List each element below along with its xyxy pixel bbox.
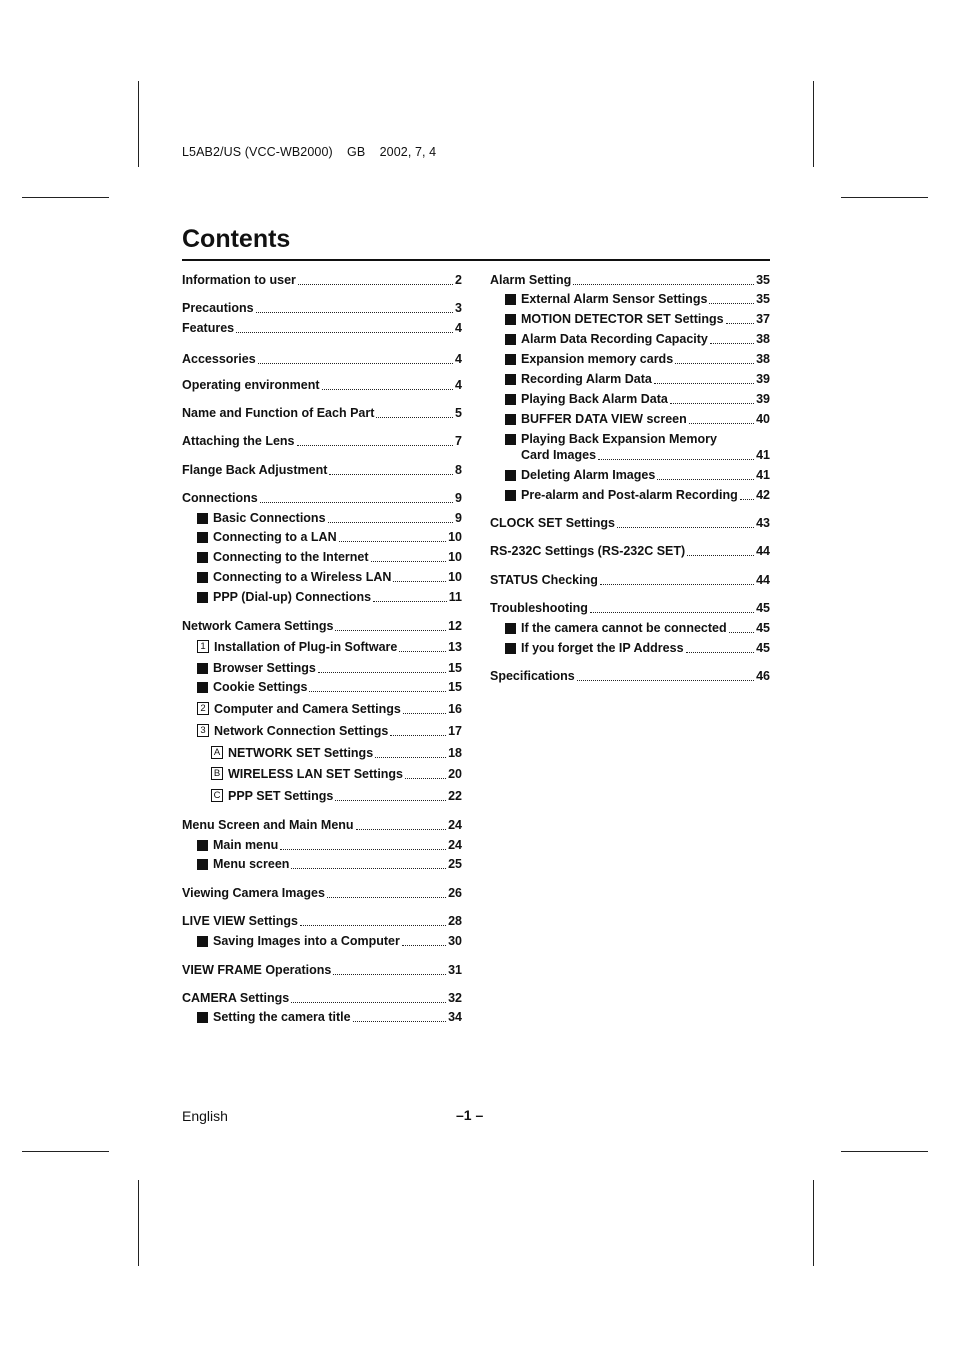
toc-entry-page: 5 <box>455 406 462 420</box>
dot-leader <box>258 363 453 364</box>
toc-entry-label: Connecting to a Wireless LAN <box>213 570 392 584</box>
dot-leader <box>371 561 447 562</box>
dot-leader <box>356 829 447 830</box>
toc-entry <box>197 510 462 526</box>
dot-leader <box>322 389 454 390</box>
dot-leader <box>335 800 446 801</box>
square-bullet-icon <box>197 840 208 851</box>
square-bullet-icon <box>505 643 516 654</box>
toc-entry <box>505 391 770 407</box>
toc-entry <box>197 856 462 872</box>
toc-entry-page: 24 <box>448 838 462 852</box>
toc-entry-page: 12 <box>448 619 462 633</box>
toc-entry <box>182 618 462 634</box>
dot-leader <box>236 332 453 333</box>
square-bullet-icon <box>505 414 516 425</box>
toc-entry-page: 24 <box>448 818 462 832</box>
toc-entry-page: 7 <box>455 434 462 448</box>
dot-leader <box>339 541 446 542</box>
dot-leader <box>726 323 755 324</box>
square-bullet-icon <box>505 314 516 325</box>
dot-leader <box>405 778 446 779</box>
toc-entry-label: Cookie Settings <box>213 680 308 694</box>
toc-entry <box>505 311 770 327</box>
square-bullet-icon <box>197 682 208 693</box>
square-bullet-icon <box>505 294 516 305</box>
toc-entry-label: Menu Screen and Main Menu <box>182 818 354 832</box>
toc-entry <box>182 320 462 336</box>
toc-entry-label: Network Camera Settings <box>182 619 334 633</box>
toc-entry <box>505 291 770 307</box>
dot-leader <box>376 417 453 418</box>
toc-entry <box>505 351 770 367</box>
document-header: L5AB2/US (VCC-WB2000) GB 2002, 7, 4 <box>182 145 437 159</box>
footer-page-number: –1 – <box>456 1107 484 1123</box>
dot-leader <box>654 383 754 384</box>
toc-entry-page: 45 <box>756 641 770 655</box>
square-bullet-icon <box>505 374 516 385</box>
dot-leader <box>675 363 754 364</box>
toc-entry <box>490 543 770 559</box>
toc-entry <box>490 600 770 616</box>
toc-entry-label: Installation of Plug-in Software <box>214 640 398 654</box>
toc-entry-label: CAMERA Settings <box>182 991 290 1005</box>
toc-entry-label: Expansion memory cards <box>521 352 674 366</box>
toc-entry <box>197 660 462 676</box>
boxed-step-marker: 1 <box>197 640 209 653</box>
toc-entry <box>182 405 462 421</box>
toc-entry-label: Pre-alarm and Post-alarm Recording <box>521 488 738 502</box>
toc-entry-label: WIRELESS LAN SET Settings <box>228 767 404 781</box>
toc-entry <box>182 377 462 393</box>
toc-entry-label: Recording Alarm Data <box>521 372 652 386</box>
toc-entry-label: LIVE VIEW Settings <box>182 914 298 928</box>
toc-entry-page: 44 <box>756 573 770 587</box>
toc-entry <box>211 788 462 804</box>
dot-leader <box>686 652 755 653</box>
toc-entry <box>505 411 770 427</box>
toc-entry <box>505 620 770 636</box>
toc-entry-label: Information to user <box>182 273 296 287</box>
dot-leader <box>399 651 446 652</box>
toc-entry-label: PPP (Dial-up) Connections <box>213 590 372 604</box>
dot-leader <box>298 284 453 285</box>
dot-leader <box>590 612 754 613</box>
toc-entry <box>197 679 462 695</box>
toc-entry-label: CLOCK SET Settings <box>490 516 616 530</box>
dot-leader <box>318 672 446 673</box>
toc-entry <box>197 639 462 655</box>
boxed-step-marker: C <box>211 789 223 802</box>
dot-leader <box>297 445 454 446</box>
toc-entry-label: Card Images <box>521 448 597 462</box>
dot-leader <box>329 474 453 475</box>
toc-entry-label: Playing Back Alarm Data <box>521 392 668 406</box>
toc-entry-page: 35 <box>756 292 770 306</box>
square-bullet-icon <box>197 663 208 674</box>
crop-mark <box>813 81 814 167</box>
toc-entry-label: If you forget the IP Address <box>521 641 684 655</box>
crop-mark <box>841 197 928 198</box>
toc-entry-label: Viewing Camera Images <box>182 886 325 900</box>
toc-entry <box>521 447 770 463</box>
dot-leader <box>309 691 446 692</box>
toc-entry-page: 10 <box>448 530 462 544</box>
toc-entry-page: 18 <box>448 746 462 760</box>
dot-leader <box>390 735 446 736</box>
dot-leader <box>291 1002 446 1003</box>
toc-entry-label: Accessories <box>182 352 256 366</box>
toc-entry <box>505 331 770 347</box>
toc-entry <box>197 933 462 949</box>
toc-entry-label: Operating environment <box>182 378 320 392</box>
toc-entry-label: If the camera cannot be connected <box>521 621 727 635</box>
square-bullet-icon <box>197 532 208 543</box>
boxed-step-marker: 3 <box>197 724 209 737</box>
toc-entry <box>197 701 462 717</box>
dot-leader <box>291 868 446 869</box>
toc-entry-page: 11 <box>448 590 462 604</box>
toc-entry-label: Connections <box>182 491 258 505</box>
toc-entry <box>182 433 462 449</box>
crop-mark <box>841 1151 928 1152</box>
toc-entry <box>182 351 462 367</box>
toc-entry-page: 35 <box>756 273 770 287</box>
dot-leader <box>328 522 454 523</box>
boxed-step-marker: 2 <box>197 702 209 715</box>
toc-entry-label: Precautions <box>182 301 254 315</box>
toc-entry-page: 15 <box>448 680 462 694</box>
toc-entry <box>182 300 462 316</box>
dot-leader <box>280 849 446 850</box>
toc-entry <box>211 766 462 782</box>
toc-entry-label: Menu screen <box>213 857 290 871</box>
toc-entry-label: Main menu <box>213 838 279 852</box>
toc-entry <box>197 837 462 853</box>
toc-entry <box>182 462 462 478</box>
dot-leader <box>333 974 446 975</box>
toc-entry-label: Features <box>182 321 235 335</box>
dot-leader <box>375 757 446 758</box>
toc-entry-page: 41 <box>756 468 770 482</box>
toc-entry <box>182 990 462 1006</box>
toc-entry-page: 8 <box>455 463 462 477</box>
boxed-step-marker: B <box>211 767 223 780</box>
toc-entry-page: 25 <box>448 857 462 871</box>
toc-entry-label: Name and Function of Each Part <box>182 406 375 420</box>
square-bullet-icon <box>197 936 208 947</box>
toc-entry-page: 39 <box>756 372 770 386</box>
toc-entry-page: 39 <box>756 392 770 406</box>
dot-leader <box>689 423 754 424</box>
square-bullet-icon <box>505 490 516 501</box>
toc-entry <box>490 668 770 684</box>
toc-entry-page: 43 <box>756 516 770 530</box>
dot-leader <box>577 680 754 681</box>
toc-entry-label: STATUS Checking <box>490 573 598 587</box>
toc-entry <box>182 962 462 978</box>
toc-entry-page: 4 <box>455 352 462 366</box>
crop-mark <box>22 1151 109 1152</box>
square-bullet-icon <box>197 513 208 524</box>
toc-entry-page: 31 <box>448 963 462 977</box>
toc-entry-label: Troubleshooting <box>490 601 588 615</box>
toc-entry-label: Connecting to a LAN <box>213 530 337 544</box>
dot-leader <box>402 945 446 946</box>
square-bullet-icon <box>197 1012 208 1023</box>
dot-leader <box>327 897 446 898</box>
dot-leader <box>598 459 754 460</box>
toc-entry-label: Alarm Setting <box>490 273 572 287</box>
toc-entry <box>197 529 462 545</box>
toc-entry <box>505 371 770 387</box>
toc-entry-page: 45 <box>756 601 770 615</box>
dot-leader <box>670 403 754 404</box>
toc-entry <box>197 589 462 605</box>
dot-leader <box>687 555 754 556</box>
square-bullet-icon <box>197 592 208 603</box>
toc-entry <box>505 487 770 503</box>
dot-leader <box>393 581 446 582</box>
square-bullet-icon <box>505 623 516 634</box>
toc-entry-page: 15 <box>448 661 462 675</box>
toc-entry-label: Alarm Data Recording Capacity <box>521 332 708 346</box>
toc-entry <box>182 817 462 833</box>
toc-entry-label: Network Connection Settings <box>214 724 389 738</box>
dot-leader <box>709 303 754 304</box>
toc-entry-page: 38 <box>756 332 770 346</box>
toc-entry-label: BUFFER DATA VIEW screen <box>521 412 687 426</box>
square-bullet-icon <box>197 859 208 870</box>
dot-leader <box>256 312 453 313</box>
toc-entry-label: Basic Connections <box>213 511 326 525</box>
toc-entry-page: 9 <box>455 511 462 525</box>
toc-entry <box>505 640 770 656</box>
square-bullet-icon <box>505 394 516 405</box>
dot-leader <box>335 630 446 631</box>
toc-entry <box>490 515 770 531</box>
dot-leader <box>373 601 447 602</box>
square-bullet-icon <box>505 334 516 345</box>
toc-entry-label: Saving Images into a Computer <box>213 934 400 948</box>
square-bullet-icon <box>505 434 516 445</box>
toc-entry-label: NETWORK SET Settings <box>228 746 374 760</box>
toc-entry <box>197 569 462 585</box>
toc-entry-page: 16 <box>448 702 462 716</box>
toc-entry-label: Attaching the Lens <box>182 434 295 448</box>
toc-entry-label: Connecting to the Internet <box>213 550 369 564</box>
toc-entry-page: 3 <box>455 301 462 315</box>
crop-mark <box>22 197 109 198</box>
square-bullet-icon <box>505 354 516 365</box>
toc-entry <box>197 1009 462 1025</box>
dot-leader <box>300 925 446 926</box>
toc-entry-page: 34 <box>448 1010 462 1024</box>
toc-entry <box>197 549 462 565</box>
crop-mark <box>813 1180 814 1266</box>
toc-entry-page: 10 <box>448 550 462 564</box>
toc-entry <box>182 913 462 929</box>
toc-entry-label: PPP SET Settings <box>228 789 334 803</box>
dot-leader <box>657 479 754 480</box>
toc-entry-label: Playing Back Expansion Memory <box>521 432 717 446</box>
dot-leader <box>260 502 453 503</box>
page-title: Contents <box>182 225 291 253</box>
crop-mark <box>138 1180 139 1266</box>
toc-entry <box>197 723 462 739</box>
toc-entry <box>490 272 770 288</box>
toc-entry <box>490 572 770 588</box>
dot-leader <box>617 527 754 528</box>
toc-entry-page: 9 <box>455 491 462 505</box>
toc-entry-label: Flange Back Adjustment <box>182 463 328 477</box>
toc-entry-page: 20 <box>448 767 462 781</box>
toc-entry-page: 40 <box>756 412 770 426</box>
toc-entry-label: External Alarm Sensor Settings <box>521 292 708 306</box>
crop-mark <box>138 81 139 167</box>
toc-entry-page: 44 <box>756 544 770 558</box>
toc-entry-page: 45 <box>756 621 770 635</box>
toc-entry <box>505 431 770 447</box>
toc-entry-page: 10 <box>448 570 462 584</box>
toc-entry-label: MOTION DETECTOR SET Settings <box>521 312 724 326</box>
toc-entry <box>505 467 770 483</box>
toc-entry-page: 30 <box>448 934 462 948</box>
toc-entry-page: 38 <box>756 352 770 366</box>
dot-leader <box>600 584 754 585</box>
toc-entry-page: 4 <box>455 378 462 392</box>
toc-entry <box>182 885 462 901</box>
dot-leader <box>403 713 446 714</box>
dot-leader <box>573 284 754 285</box>
dot-leader <box>729 632 754 633</box>
toc-entry-page: 22 <box>448 789 462 803</box>
toc-entry-label: Setting the camera title <box>213 1010 351 1024</box>
dot-leader <box>740 499 754 500</box>
toc-entry-label: Browser Settings <box>213 661 316 675</box>
toc-entry-page: 28 <box>448 914 462 928</box>
toc-entry-label: RS-232C Settings (RS-232C SET) <box>490 544 686 558</box>
toc-entry-page: 46 <box>756 669 770 683</box>
toc-entry-page: 2 <box>455 273 462 287</box>
square-bullet-icon <box>505 470 516 481</box>
toc-entry-page: 17 <box>448 724 462 738</box>
toc-entry-page: 37 <box>756 312 770 326</box>
toc-entry <box>182 272 462 288</box>
toc-entry-page: 32 <box>448 991 462 1005</box>
toc-entry <box>211 745 462 761</box>
toc-entry-page: 13 <box>448 640 462 654</box>
toc-entry-page: 41 <box>756 448 770 462</box>
toc-entry-page: 42 <box>756 488 770 502</box>
toc-entry-label: Specifications <box>490 669 575 683</box>
footer-language: English <box>182 1108 228 1124</box>
toc-entry-page: 26 <box>448 886 462 900</box>
square-bullet-icon <box>197 572 208 583</box>
toc-entry-label: VIEW FRAME Operations <box>182 963 332 977</box>
boxed-step-marker: A <box>211 746 223 759</box>
toc-entry-label: Deleting Alarm Images <box>521 468 656 482</box>
toc-entry-page: 4 <box>455 321 462 335</box>
dot-leader <box>710 343 754 344</box>
dot-leader <box>353 1021 447 1022</box>
square-bullet-icon <box>197 552 208 563</box>
title-rule <box>182 259 770 261</box>
toc-entry <box>182 490 462 506</box>
toc-entry-label: Computer and Camera Settings <box>214 702 401 716</box>
